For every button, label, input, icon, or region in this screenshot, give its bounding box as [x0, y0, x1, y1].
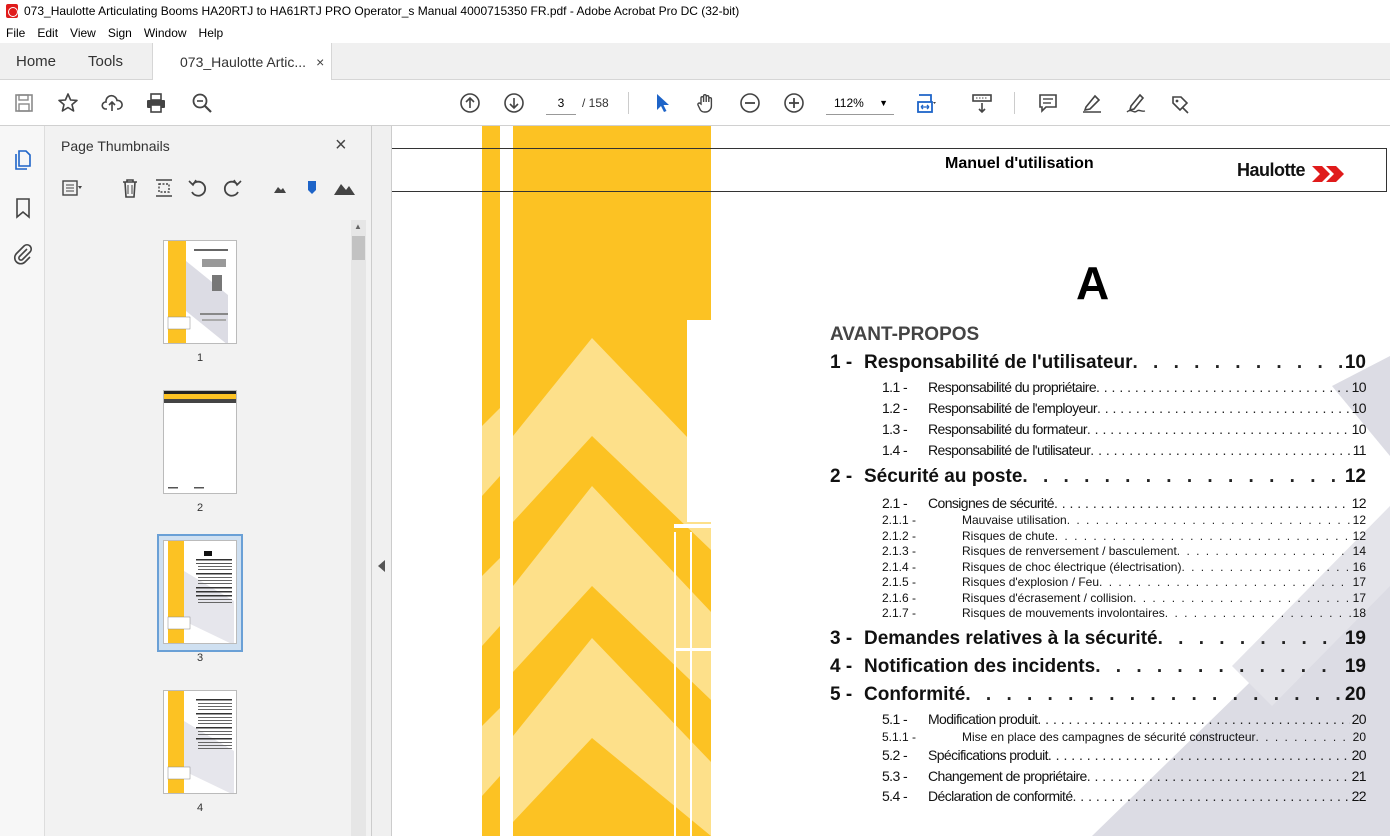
toc-entry-number: 5.1.1 -: [882, 730, 917, 744]
thumbnail-label: 1: [196, 352, 204, 364]
page-thumbnails-icon[interactable]: [11, 148, 35, 172]
toc-leader-dots: [1095, 656, 1343, 678]
highlight-icon[interactable]: [1080, 91, 1104, 115]
zoom-level-select[interactable]: [826, 91, 894, 115]
toc-entry-title: Risques d'écrasement / collision: [962, 591, 1134, 605]
toc-entry-page: 20: [1352, 730, 1366, 744]
close-tab-icon[interactable]: ×: [316, 54, 325, 70]
toc-entry-number: 1.3 -: [882, 421, 908, 437]
toc-entry[interactable]: [830, 628, 1366, 652]
toc-leader-dots: [1055, 529, 1351, 543]
panel-collapse-handle[interactable]: [372, 126, 392, 836]
toc-entry-page: 20: [1351, 747, 1366, 763]
zoom-level-value: 112%: [834, 96, 864, 110]
page-thumbnail[interactable]: [163, 540, 237, 644]
toc-entry-page: 10: [1351, 379, 1366, 395]
toolbar-divider: [628, 92, 629, 114]
toc-entry-page: 22: [1351, 788, 1366, 804]
toc-entry-page: 12: [1344, 466, 1366, 487]
toc-entry-title: Déclaration de conformité: [928, 788, 1073, 804]
toc-entry-number: 2.1.3 -: [882, 544, 917, 558]
toc-entry-page: 10: [1344, 352, 1366, 373]
manual-title: Manuel d'utilisation: [945, 155, 1094, 172]
toc-entry-page: 14: [1352, 544, 1366, 558]
page-down-icon[interactable]: [502, 91, 526, 115]
save-icon[interactable]: [12, 91, 36, 115]
toc-leader-dots: [1067, 513, 1351, 527]
toc-entry-title: Risques de renversement / basculement: [962, 544, 1177, 558]
toc-entry[interactable]: [882, 560, 1366, 575]
thumbnail-label: 4: [196, 802, 204, 814]
thumbnail-toolbar: [45, 172, 372, 206]
toc-entry-page: 12: [1351, 495, 1366, 511]
toc-entry-title: Spécifications produit: [928, 747, 1048, 763]
toc-entry-title: Mise en place des campagnes de sécurité constructeur: [962, 730, 1256, 744]
page-number-input[interactable]: 3: [546, 91, 576, 115]
toc-entry-title: Notification des incidents: [864, 656, 1096, 677]
fill-sign-icon[interactable]: [1168, 91, 1192, 115]
scroll-mode-icon[interactable]: [970, 91, 994, 115]
toc-leader-dots: [1165, 606, 1351, 620]
toc-entry-page: 10: [1351, 421, 1366, 437]
upload-icon[interactable]: [100, 91, 124, 115]
toc-leader-dots: [1073, 788, 1350, 804]
toc-entry[interactable]: [882, 495, 1366, 513]
zoom-out-icon[interactable]: [738, 91, 762, 115]
toc-entry-page: 21: [1351, 768, 1366, 784]
toc-entry[interactable]: [882, 379, 1366, 397]
section-heading: AVANT-PROPOS: [830, 324, 980, 345]
toc-entry-number: 2.1.5 -: [882, 575, 917, 589]
acrobat-logo-icon: [6, 4, 18, 18]
toc-entry-number: 1.1 -: [882, 379, 908, 395]
options-menu-icon[interactable]: [61, 177, 85, 201]
toc-entry[interactable]: [830, 352, 1366, 376]
toc-entry-page: 12: [1352, 529, 1366, 543]
section-letter: A: [1076, 257, 1110, 309]
toc-entry-title: Risques d'explosion / Feu: [962, 575, 1100, 589]
main-toolbar: [0, 80, 1390, 126]
toc-leader-dots: [965, 684, 1343, 706]
toc-entry-title: Consignes de sécurité: [928, 495, 1054, 511]
toc-entry-number: 2.1.1 -: [882, 513, 917, 527]
toc-entry-title: Changement de propriétaire: [928, 768, 1087, 784]
toc-entry-number: 1.4 -: [882, 442, 908, 458]
toc-entry-number: 5 -: [830, 684, 853, 705]
toc-entry[interactable]: [882, 544, 1366, 559]
toc-leader-dots: [1054, 495, 1350, 511]
thumbnail-scrollbar[interactable]: [351, 220, 366, 836]
panel-title: Page Thumbnails: [61, 138, 170, 154]
toc-leader-dots: [1037, 711, 1349, 727]
menu-edit[interactable]: Edit: [37, 25, 59, 40]
sign-icon[interactable]: [1124, 91, 1148, 115]
toc-leader-dots: [1132, 352, 1342, 374]
extract-page-icon[interactable]: [153, 177, 177, 201]
toc-leader-dots: [1256, 730, 1351, 744]
window-title-bar: [0, 0, 1390, 22]
page-thumbnail[interactable]: [163, 240, 237, 344]
page-thumbnails-panel: [45, 126, 372, 836]
hand-icon[interactable]: [694, 91, 718, 115]
thumbnail-label: 3: [196, 652, 204, 664]
toc-entry[interactable]: [882, 606, 1366, 621]
tab-tools[interactable]: Tools: [88, 53, 124, 70]
bookmark-star-icon[interactable]: [56, 91, 80, 115]
tab-home[interactable]: Home: [16, 53, 57, 70]
toc-entry[interactable]: [882, 730, 1366, 745]
toc-entry-page: 20: [1351, 711, 1366, 727]
toolbar-divider: [1014, 92, 1015, 114]
thumbnail-label: 2: [196, 502, 204, 514]
toc-entry[interactable]: [882, 442, 1366, 460]
menu-view[interactable]: View: [70, 25, 96, 40]
menu-sign[interactable]: Sign: [107, 25, 132, 40]
thumbnail-size-slider-icon[interactable]: [301, 177, 325, 201]
toc-leader-dots: [1090, 442, 1350, 458]
toc-entry[interactable]: [830, 466, 1366, 490]
toc-entry-title: Mauvaise utilisation: [962, 513, 1067, 527]
page-thumbnail[interactable]: [163, 690, 237, 794]
toc-leader-dots: [1096, 379, 1350, 395]
navigation-rail: [0, 126, 45, 836]
toc-entry[interactable]: [882, 421, 1366, 439]
toc-entry[interactable]: [882, 747, 1366, 765]
toc-entry-page: 20: [1344, 684, 1366, 705]
scrollbar-thumb[interactable]: [352, 236, 365, 260]
menu-bar: [0, 22, 1390, 43]
toc-entry-number: 4 -: [830, 656, 853, 677]
toc-entry[interactable]: [830, 656, 1366, 680]
chevron-down-icon: ▼: [879, 98, 888, 108]
toc-entry-title: Responsabilité de l'employeur: [928, 400, 1097, 416]
toc-entry-number: 5.1 -: [882, 711, 908, 727]
thumbnail-large-icon[interactable]: [333, 177, 357, 201]
fit-page-icon[interactable]: [914, 91, 938, 115]
toc-entry[interactable]: [830, 684, 1366, 708]
page-total-label: / 158: [582, 96, 609, 110]
tab-document[interactable]: [152, 43, 332, 81]
comment-icon[interactable]: [1036, 91, 1060, 115]
delete-page-icon[interactable]: [119, 177, 143, 201]
collapse-arrow-icon: [378, 560, 385, 572]
attachment-icon[interactable]: [11, 242, 35, 266]
toc-entry-page: 17: [1352, 591, 1366, 605]
toc-entry-number: 2.1.4 -: [882, 560, 917, 574]
toc-entry-page: 18: [1352, 606, 1366, 620]
toc-entry-title: Modification produit: [928, 711, 1038, 727]
toc-leader-dots: [1097, 400, 1350, 416]
toc-entry-title: Responsabilité du propriétaire: [928, 379, 1096, 395]
toc-entry-title: Sécurité au poste: [864, 466, 1023, 487]
toc-entry[interactable]: [882, 575, 1366, 590]
toc-entry-page: 12: [1352, 513, 1366, 527]
toc-entry[interactable]: [882, 711, 1366, 729]
tab-bar: [0, 43, 1390, 80]
toc-leader-dots: [1048, 747, 1350, 763]
toc-entry[interactable]: [882, 591, 1366, 606]
toc-entry-title: Demandes relatives à la sécurité: [864, 628, 1158, 649]
toc-entry-number: 5.4 -: [882, 788, 908, 804]
document-viewer[interactable]: [392, 126, 1390, 836]
toc-entry-title: Risques de chute: [962, 529, 1055, 543]
toc-entry-number: 2.1.6 -: [882, 591, 917, 605]
menu-help[interactable]: Help: [198, 25, 224, 40]
toc-entry-number: 5.3 -: [882, 768, 908, 784]
toc-leader-dots: [1099, 575, 1351, 589]
toc-entry-title: Responsabilité de l'utilisateur: [864, 352, 1133, 373]
toc-leader-dots: [1158, 628, 1343, 650]
bookmark-icon[interactable]: [11, 196, 35, 220]
scroll-up-icon[interactable]: ▲: [354, 222, 362, 231]
window-title: 073_Haulotte Articulating Booms HA20RTJ to HA61RTJ PRO Operator_s Manual 4000715350 FR.pdf - Adobe Acrobat Pro DC (32-bit): [24, 4, 740, 18]
toc-entry-page: 10: [1351, 400, 1366, 416]
toc-entry-number: 5.2 -: [882, 747, 908, 763]
toc-entry[interactable]: [882, 400, 1366, 418]
toc-entry-page: 19: [1344, 628, 1366, 649]
toc-entry-number: 2 -: [830, 466, 853, 487]
page-thumbnail[interactable]: [163, 390, 237, 494]
toc-entry[interactable]: [882, 513, 1366, 528]
rotate-left-icon[interactable]: [187, 177, 211, 201]
toc-entry[interactable]: [882, 768, 1366, 786]
toc-leader-dots: [1022, 466, 1342, 488]
menu-window[interactable]: Window: [143, 25, 187, 40]
toc-entry-page: 19: [1344, 656, 1366, 677]
toc-entry-title: Risques de mouvements involontaires: [962, 606, 1165, 620]
toc-entry[interactable]: [882, 529, 1366, 544]
rotate-right-icon[interactable]: [221, 177, 245, 201]
close-panel-icon[interactable]: ×: [335, 134, 347, 156]
toc-leader-dots: [1181, 560, 1350, 574]
toc-entry-number: 2.1.7 -: [882, 606, 917, 620]
toc-entry-number: 2.1 -: [882, 495, 908, 511]
page-up-icon[interactable]: [458, 91, 482, 115]
toc-entry-page: 17: [1352, 575, 1366, 589]
toc-entry-title: Risques de choc électrique (électrisation): [962, 560, 1182, 574]
zoom-in-icon[interactable]: [782, 91, 806, 115]
toc-entry-page: 16: [1352, 560, 1366, 574]
toc-entry-number: 1 -: [830, 352, 853, 373]
toc-entry-page: 11: [1352, 442, 1366, 458]
toc-entry-title: Responsabilité du formateur: [928, 421, 1087, 437]
toc-entry[interactable]: [882, 788, 1366, 806]
cursor-icon[interactable]: [650, 91, 674, 115]
print-icon[interactable]: [144, 91, 168, 115]
thumbnail-small-icon[interactable]: [269, 177, 293, 201]
toc-entry-title: Conformité: [864, 684, 966, 705]
toc-leader-dots: [1133, 591, 1351, 605]
toc-entry-number: 1.2 -: [882, 400, 908, 416]
tab-document-label: 073_Haulotte Artic...: [180, 54, 307, 70]
toc-leader-dots: [1087, 768, 1350, 784]
menu-file[interactable]: File: [6, 25, 26, 40]
toc-entry-number: 2.1.2 -: [882, 529, 917, 543]
toc-leader-dots: [1087, 421, 1350, 437]
search-zoom-icon[interactable]: [190, 91, 214, 115]
toc-entry-number: 3 -: [830, 628, 853, 649]
toc-entry-title: Responsabilité de l'utilisateur: [928, 442, 1091, 458]
brand-logo: Haulotte: [1237, 160, 1305, 180]
toc-leader-dots: [1177, 544, 1351, 558]
